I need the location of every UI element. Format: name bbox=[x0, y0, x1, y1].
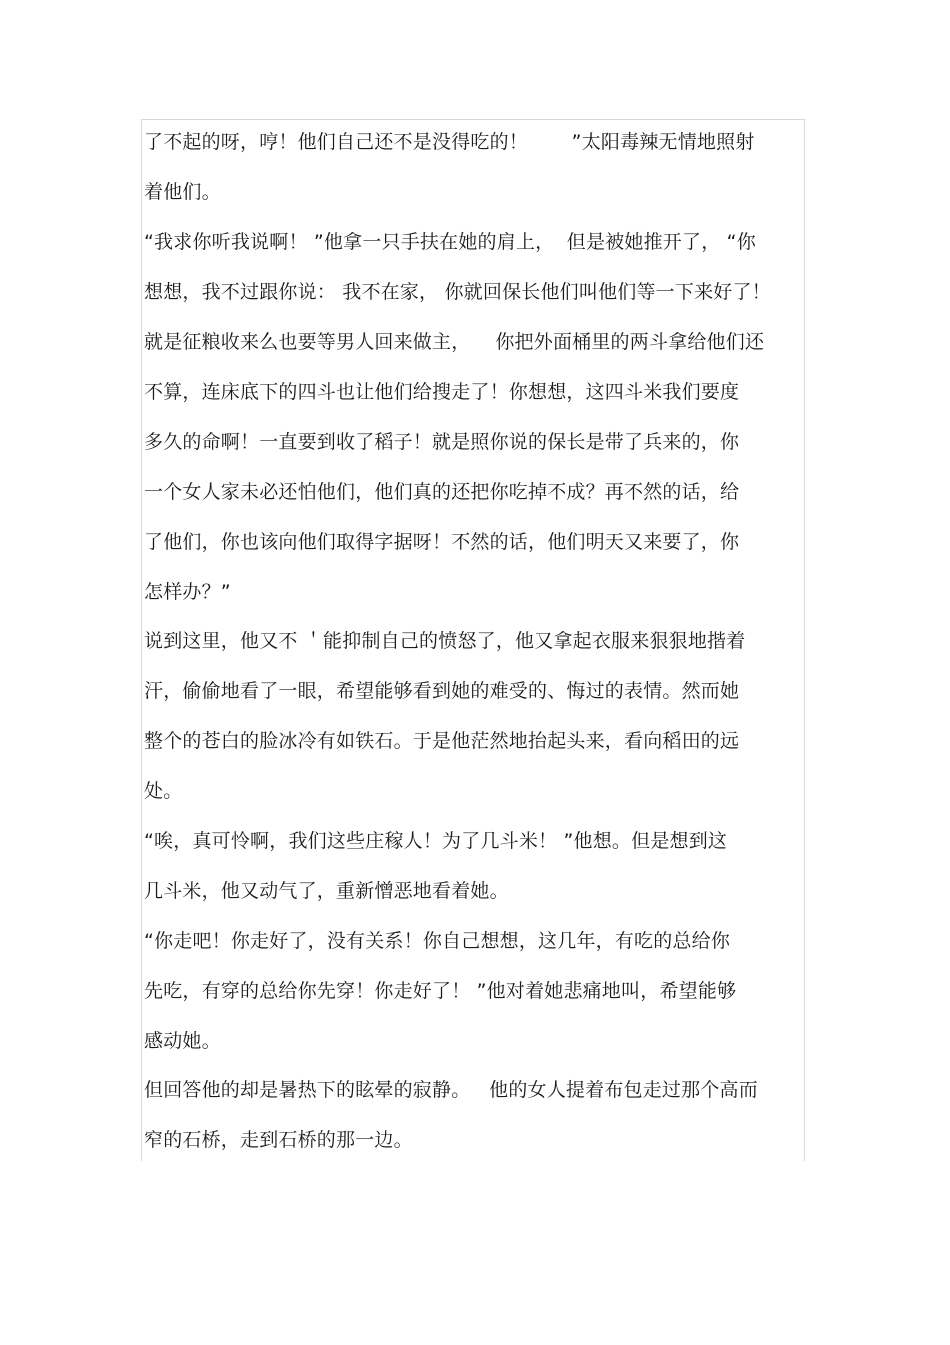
text-line: “你走吧！你走好了，没有关系！你自己想想，这几年，有吃的总给你 bbox=[144, 930, 731, 952]
text-line: 一个女人家未必还怕他们，他们真的还把你吃掉不成？再不然的话，给 bbox=[144, 481, 740, 503]
text-line: 怎样办？” bbox=[144, 581, 231, 603]
text-line: 就是征粮收来么也要等男人回来做主， 你把外面桶里的两斗拿给他们还 bbox=[144, 331, 765, 353]
text-line: 感动她。 bbox=[144, 1030, 221, 1052]
text-line: 先吃，有穿的总给你先穿！你走好了！ ”他对着她悲痛地叫，希望能够 bbox=[144, 980, 737, 1002]
text-line: 说到这里，他又不 ＇能抑制自己的愤怒了，他又拿起衣服来狠狠地揩着 bbox=[144, 630, 746, 652]
text-line: 汗，偷偷地看了一眼，希望能够看到她的难受的、悔过的表情。然而她 bbox=[144, 680, 740, 702]
text-line: “我求你听我说啊！ ”他拿一只手扶在她的肩上， 但是被她推开了， “你 bbox=[144, 231, 756, 253]
text-line: “唉，真可怜啊，我们这些庄稼人！为了几斗米！ ”他想。但是想到这 bbox=[144, 830, 728, 852]
text-line: 不算，连床底下的四斗也让他们给搜走了！你想想，这四斗米我们要度 bbox=[144, 381, 740, 403]
text-line: 处。 bbox=[144, 780, 183, 802]
text-line: 着他们。 bbox=[144, 181, 221, 203]
text-line: 整个的苍白的脸冰冷有如铁石。于是他茫然地抬起头来，看向稻田的远 bbox=[144, 730, 740, 752]
text-line: 但回答他的却是暑热下的眩晕的寂静。 他的女人提着布包走过那个高而 bbox=[144, 1079, 758, 1101]
text-line: 了他们，你也该向他们取得字据呀！不然的话，他们明天又来要了，你 bbox=[144, 531, 740, 553]
text-line: 了不起的呀，哼！他们自己还不是没得吃的！ ”太阳毒辣无情地照射 bbox=[144, 131, 755, 153]
text-line: 想想，我不过跟你说： 我不在家， 你就回保长他们叫他们等一下来好了！ bbox=[144, 281, 771, 303]
text-line: 多久的命啊！一直要到收了稻子！就是照你说的保长是带了兵来的，你 bbox=[144, 431, 740, 453]
text-line: 几斗米，他又动气了，重新憎恶地看着她。 bbox=[144, 880, 509, 902]
text-line: 窄的石桥，走到石桥的那一边。 bbox=[144, 1129, 413, 1151]
